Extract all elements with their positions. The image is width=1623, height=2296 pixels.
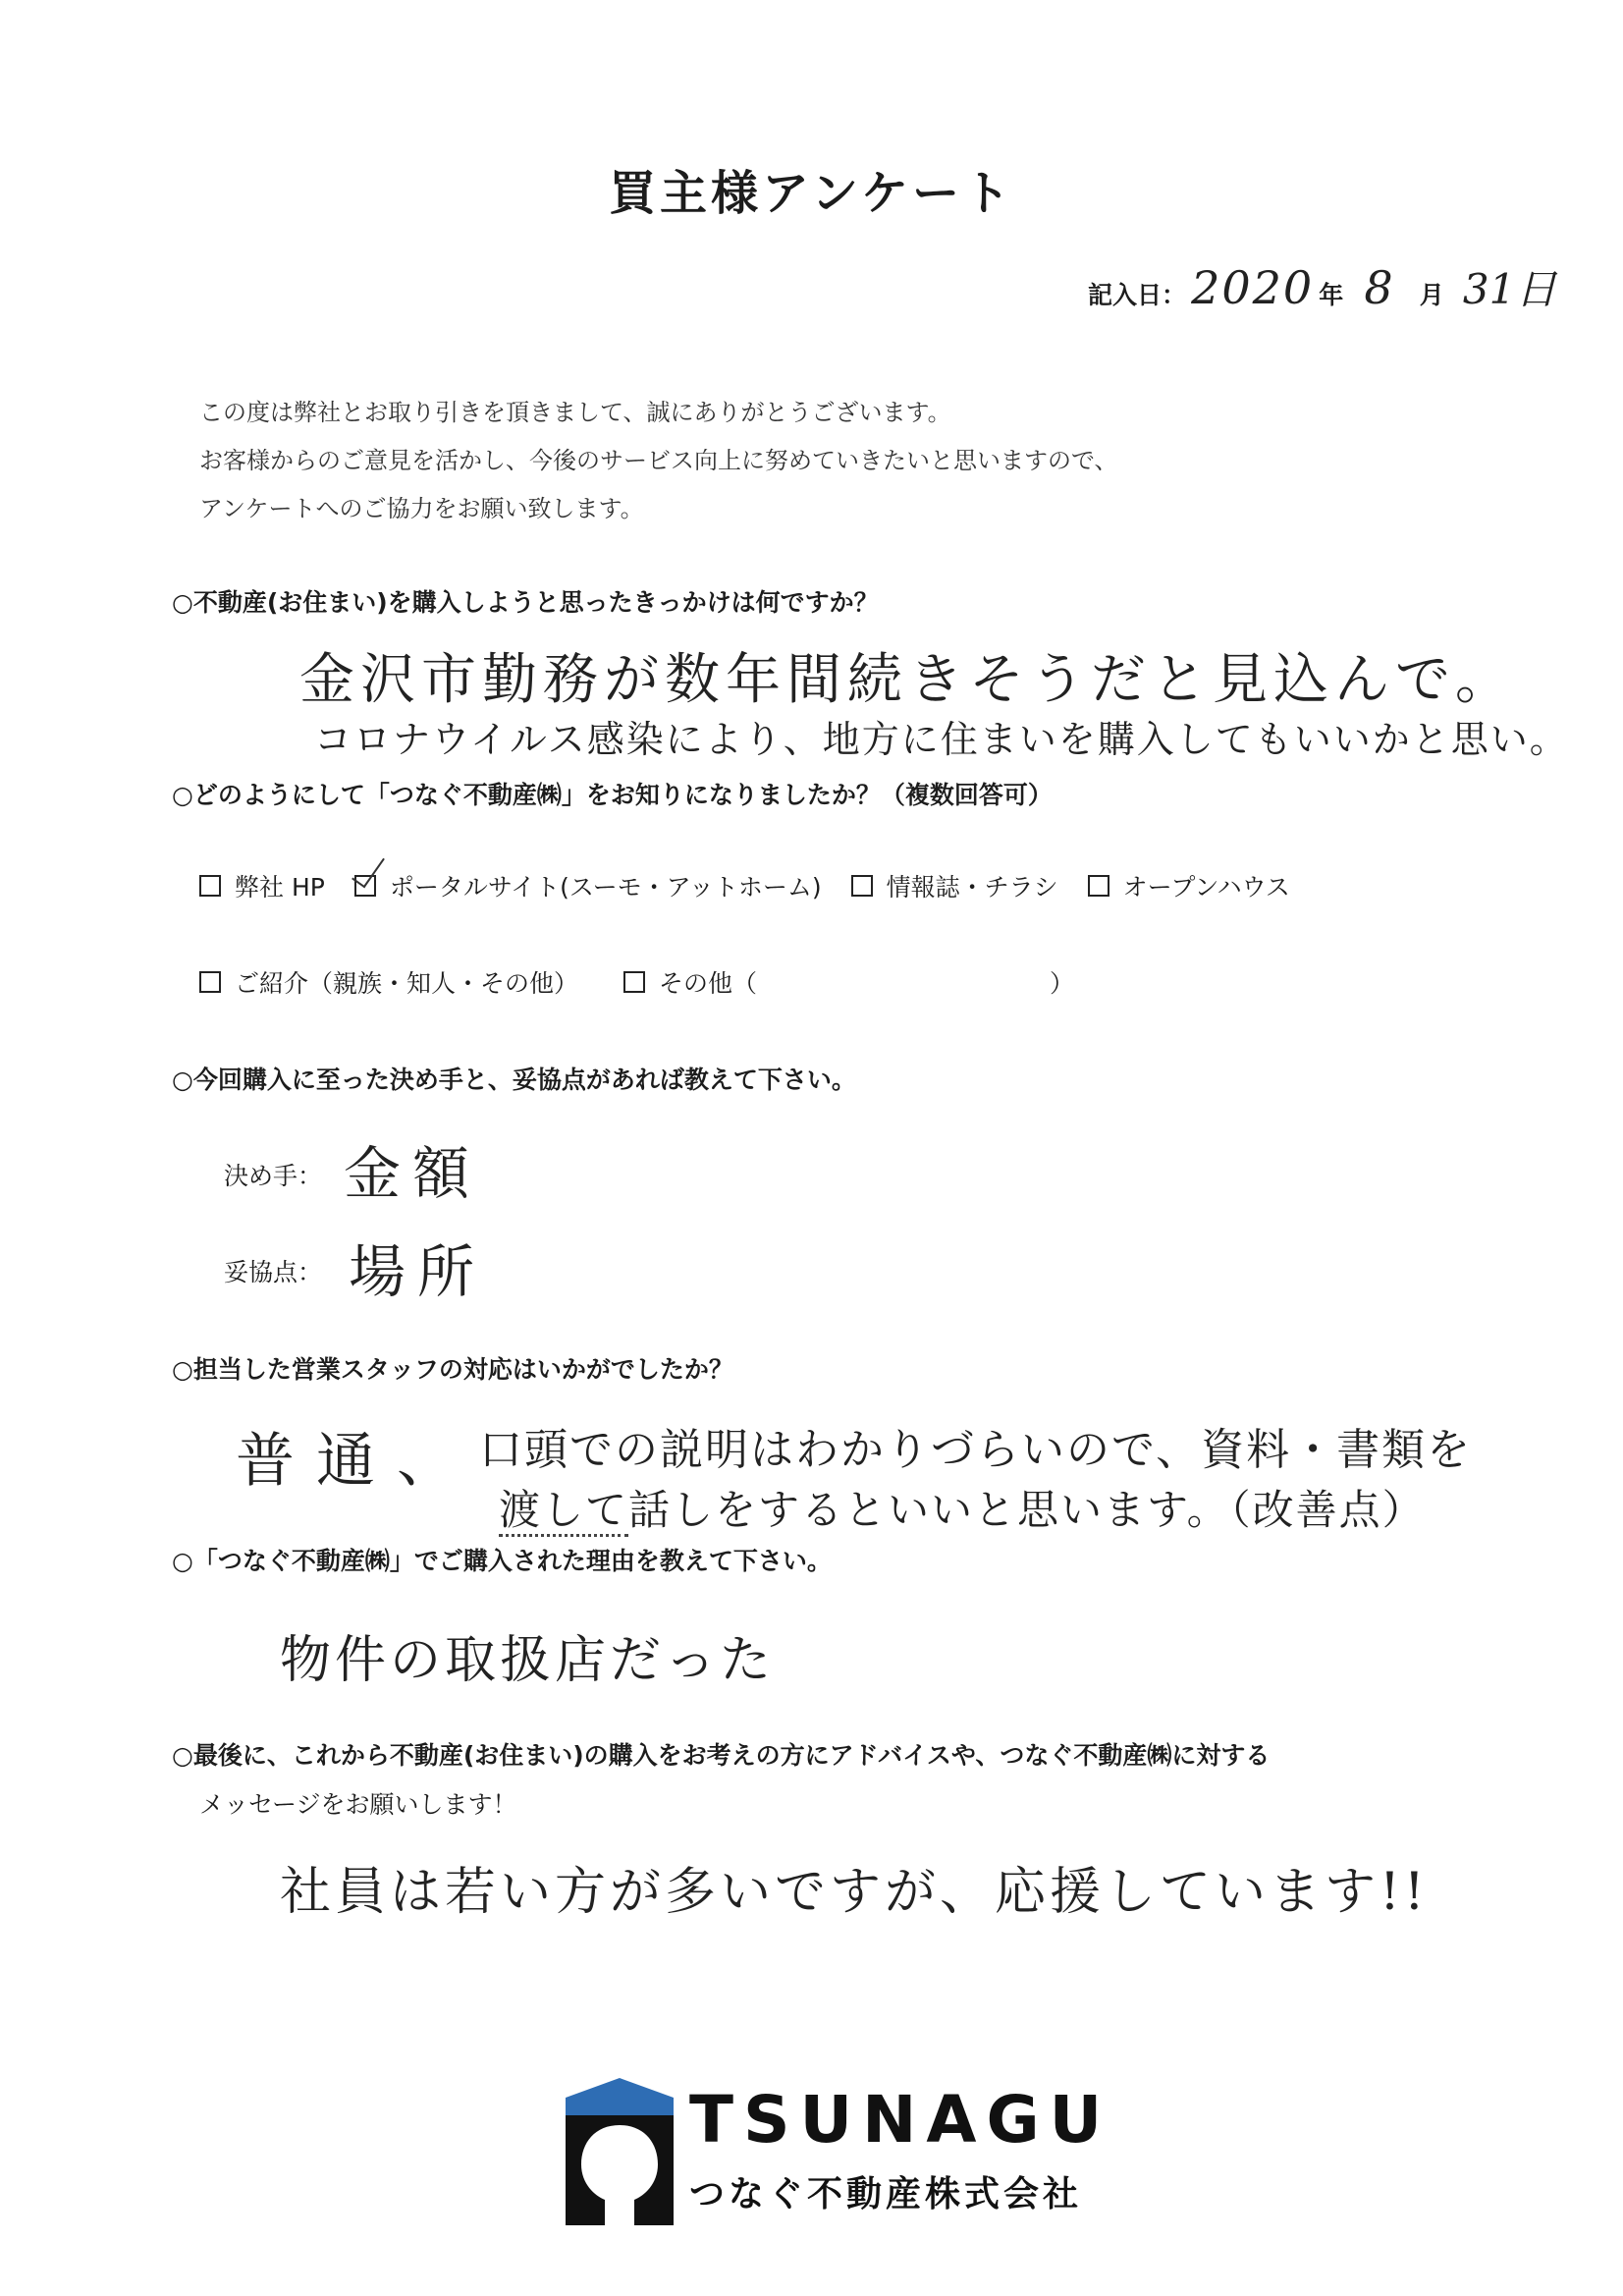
decider-label: 決め手： [224, 1162, 323, 1190]
q4-answer-line-1: 口頭での説明はわかりづらいので、資料・書類を [479, 1425, 1473, 1475]
option-other-close: ） [1050, 969, 1075, 998]
intro-line-3: アンケートへのご協力をお願い致します。 [199, 495, 644, 522]
q6-question-line-2: メッセージをお願いします！ [199, 1790, 517, 1819]
entry-year: 2020 [1191, 261, 1315, 314]
q2-options-row-2 [199, 964, 1074, 1000]
checkbox-open-house[interactable] [1088, 875, 1109, 897]
option-portal-site[interactable] [354, 868, 822, 903]
year-unit: 年 [1319, 281, 1344, 309]
q4-question: ○担当した営業スタッフの対応はいかがでしたか？ [172, 1355, 733, 1384]
checkbox-magazine-flyer[interactable] [851, 875, 873, 897]
q2-options-row-1 [199, 868, 1290, 903]
option-other[interactable] [623, 964, 1074, 1000]
option-referral-label: ご紹介（親族・知人・その他） [235, 969, 579, 998]
logo-company-name: つなぐ不動産株式会社 [689, 2174, 1083, 2214]
compromise-label: 妥協点： [224, 1258, 323, 1286]
checkbox-company-hp[interactable] [199, 875, 221, 897]
entry-date [1088, 257, 1556, 316]
q4-answer-line-2 [499, 1478, 1426, 1537]
q5-question: ○「つなぐ不動産㈱」でご購入された理由を教えて下さい。 [172, 1547, 832, 1575]
q6-answer: 社員は若い方が多いですが、応援しています!! [280, 1863, 1429, 1922]
intro-line-2: お客様からのご意見を活かし、今後のサービス向上に努めていきたいと思いますので、 [199, 447, 1118, 474]
q4-answer-rating: 普通、 [236, 1427, 477, 1496]
option-company-hp[interactable] [199, 868, 325, 903]
tsunagu-logo-mark-icon [566, 2078, 674, 2225]
decider-answer: 金額 [344, 1140, 482, 1207]
option-company-hp-label: 弊社 HP [235, 873, 325, 902]
option-open-house[interactable] [1088, 868, 1290, 903]
q2-question: ○どのようにして「つなぐ不動産㈱」をお知りになりましたか？（複数回答可） [172, 781, 1053, 809]
q5-answer: 物件の取扱店だった [280, 1631, 776, 1690]
month-unit: 月 [1419, 281, 1444, 309]
q1-question: ○不動産(お住まい)を購入しようと思ったきっかけは何ですか？ [172, 588, 879, 617]
option-referral[interactable] [199, 964, 578, 1000]
option-other-label: その他（ [659, 969, 758, 998]
q6-question-line-1: ○最後に、これから不動産(お住まい)の購入をお考えの方にアドバイスや、つなぐ不動産㈱に対する [172, 1741, 1271, 1770]
logo-wordmark: TSUNAGU [689, 2082, 1112, 2158]
q1-answer-line-1: 金沢市勤務が数年間続きそうだと見込んで。 [299, 648, 1516, 712]
q3-question: ○今回購入に至った決め手と、妥協点があれば教えて下さい。 [172, 1066, 856, 1094]
entry-date-label: 記入日： [1088, 281, 1187, 309]
entry-day: 31日 [1462, 265, 1557, 313]
q1-answer-line-2: コロナウイルス感染により、地方に住まいを購入してもいいかと思い。 [314, 718, 1569, 761]
q4-answer-underlined: 渡して [499, 1486, 628, 1537]
checkbox-portal-site[interactable] [354, 875, 376, 897]
entry-month: 8 [1364, 261, 1399, 314]
survey-title: 買主様アンケート [608, 166, 1015, 221]
option-magazine-flyer[interactable] [851, 868, 1058, 903]
q4-answer-line-2-rest: 話しをするといいと思います。（改善点） [628, 1486, 1426, 1534]
compromise-answer: 場所 [349, 1238, 487, 1305]
option-open-house-label: オープンハウス [1122, 873, 1290, 902]
intro-line-1: この度は弊社とお取り引きを頂きまして、誠にありがとうございます。 [199, 399, 951, 426]
checkbox-other[interactable] [623, 971, 645, 993]
option-magazine-flyer-label: 情報誌・チラシ [886, 873, 1058, 902]
checkbox-referral[interactable] [199, 971, 221, 993]
option-portal-site-label: ポータルサイト(スーモ・アットホーム) [389, 873, 822, 902]
